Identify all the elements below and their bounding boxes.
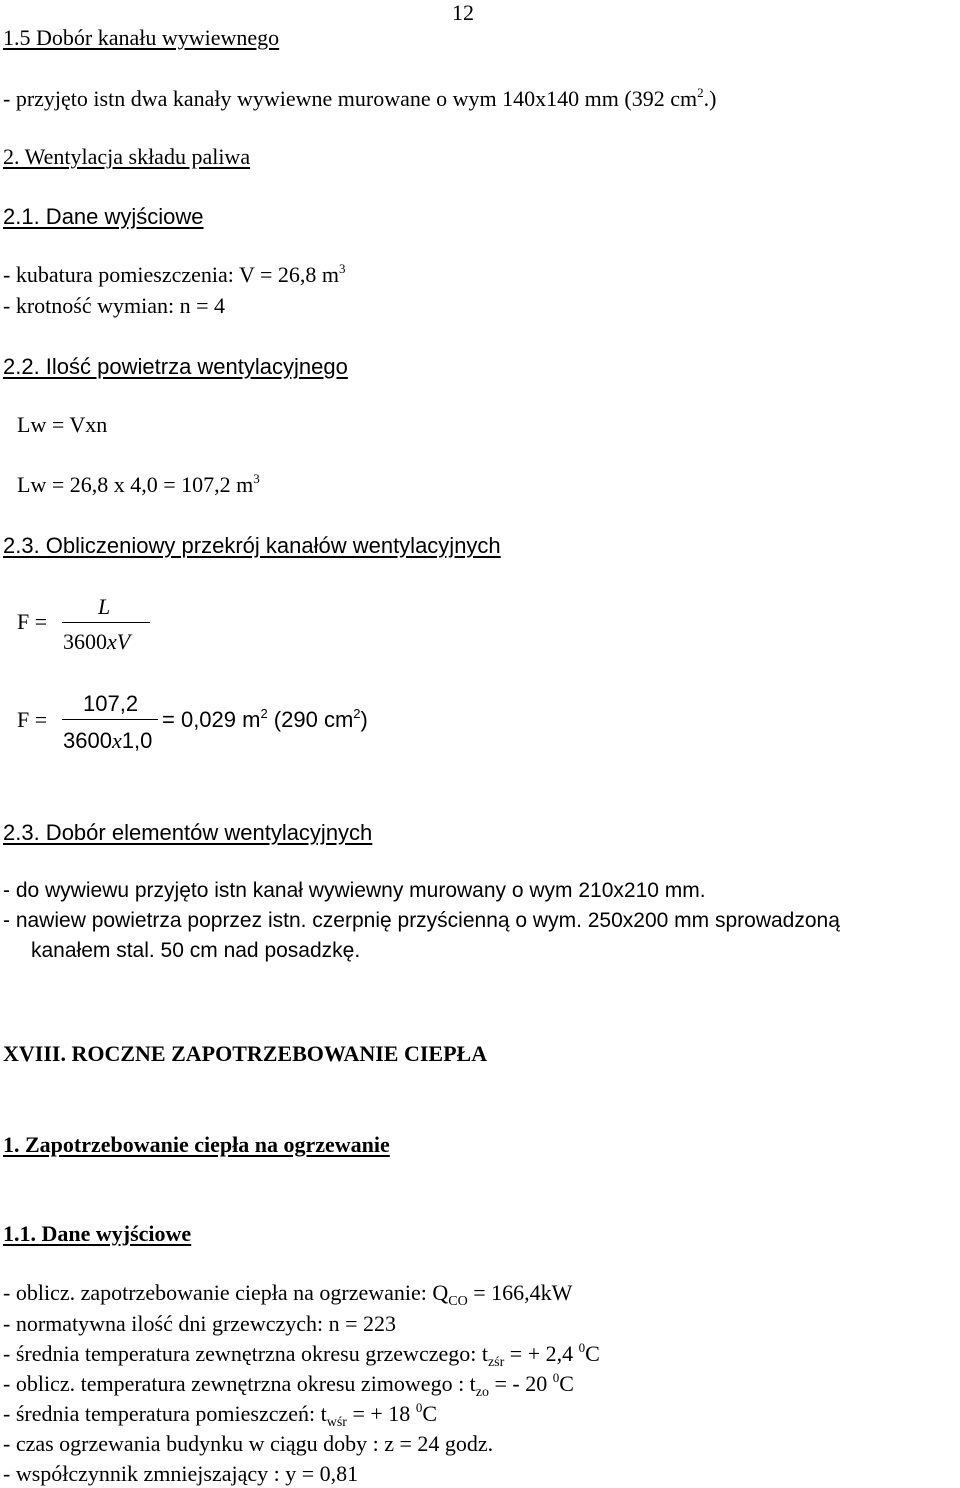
element-item-1: - do wywiewu przyjęto istn kanał wywiewny murowany o wym 210x210 mm. xyxy=(3,879,706,902)
section-heading-1-5: 1.5 Dobór kanału wywiewnego xyxy=(3,25,280,50)
data-line-room-temp: - średnia temperatura pomieszczeń: $t_{wśr}$ = + 18 $^0$C xyxy=(3,1400,437,1430)
section-heading-2-3-elements: 2.3. Dobór elementów wentylacyjnych xyxy=(3,820,373,845)
formula-denominator-2: 3600x1,0 xyxy=(63,728,153,753)
data-line-heat-demand: - oblicz. zapotrzebowanie ciepła na ogrzewanie: $Q_{CO} = 166,4kW$ xyxy=(3,1280,573,1309)
section-heading-2: 2. Wentylacja składu paliwa xyxy=(3,144,251,169)
element-item-2: - nawiew powietrza poprzez istn. czerpnię przyścienną o wym. 250x200 mm sprowadzoną xyxy=(3,909,840,932)
formula-f-label: F = xyxy=(17,609,48,634)
volume-line: - kubatura pomieszczenia: V = 26,8 $m^3$ xyxy=(3,261,346,287)
section-heading-input-data: 1.1. Dane wyjściowe xyxy=(3,1221,192,1246)
fraction-bar-2 xyxy=(62,719,158,720)
section-heading-2-3: 2.3. Obliczeniowy przekrój kanałów wentylacyjnych xyxy=(3,533,501,558)
formula-denominator: 3600xV xyxy=(63,629,131,654)
data-line-heating-time: - czas ogrzewania budynku w ciągu doby : z = 24 godz. xyxy=(3,1431,494,1456)
formula-numerator-2: 107,2 xyxy=(83,691,139,716)
element-item-2-cont: kanałem stal. 50 cm nad posadzkę. xyxy=(31,939,361,962)
exchange-rate-line: - krotność wymian: n = 4 xyxy=(3,293,225,318)
data-line-avg-outdoor-temp: - średnia temperatura zewnętrzna okresu grzewczego: $t_{zśr}$ = + 2,4 $^0$C xyxy=(3,1340,600,1370)
page-number: 12 xyxy=(452,0,474,25)
data-line-reduction-factor: - współczynnik zmniejszający : y = 0,81 xyxy=(3,1461,359,1486)
section-heading-2-2: 2.2. Ilość powietrza wentylacyjnego xyxy=(3,354,348,379)
data-line-heating-days: - normatywna ilość dni grzewczych: n = 223 xyxy=(3,1311,397,1336)
section-heading-heating: 1. Zapotrzebowanie ciepła na ogrzewanie xyxy=(3,1132,390,1157)
formula-f-label-2: F = xyxy=(17,707,48,732)
data-line-winter-temp: - oblicz. temperatura zewnętrzna okresu zimowego : $t_{zo}$ = - 20 $^0$C xyxy=(3,1370,574,1400)
air-calculation: Lw = 26,8 x 4,0 = 107,2 $m^3$ xyxy=(17,471,260,497)
chapter-heading-xviii: XVIII. ROCZNE ZAPOTRZEBOWANIE CIEPŁA xyxy=(3,1041,488,1066)
section-heading-2-1: 2.1. Dane wyjściowe xyxy=(3,204,204,229)
air-formula: Lw = Vxn xyxy=(17,412,108,437)
formula-numerator: L xyxy=(98,594,111,619)
fraction-bar xyxy=(62,622,150,623)
formula-result: = 0,029 $m^2$ (290 $cm^2$) xyxy=(162,706,368,732)
channel-text: - przyjęto istn dwa kanały wywiewne murowane o wym 140x140 mm (392 $cm^2$.) xyxy=(3,85,717,111)
